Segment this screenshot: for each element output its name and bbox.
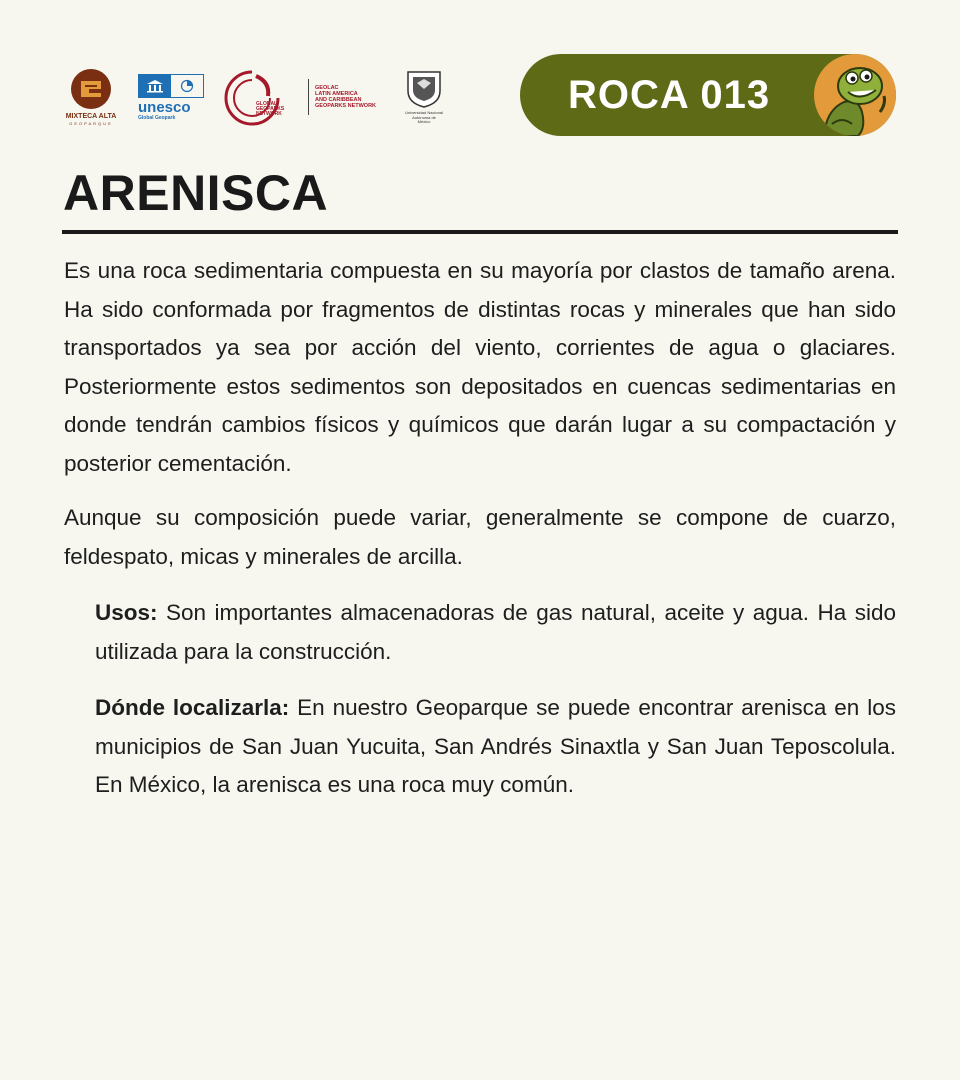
logo-divider: [308, 79, 309, 115]
ggn-geolac-logo: [222, 68, 376, 126]
geolac-text: GEOLAC LATIN AMERICA AND CARIBBEAN GEOPARKS NETWORK: [315, 85, 377, 109]
page-title: ARENISCA: [63, 165, 329, 221]
unesco-logo: [138, 74, 210, 121]
mixteca-glyph-icon: [70, 68, 112, 110]
globe-icon: [180, 79, 194, 93]
paragraph-description: Es una roca sedimentaria compuesta en su mayoría por clastos de tamaño arena. Ha sido conformada por fragmentos de distintas rocas y minerales que han sido transportados ya sea por acción del viento, corrientes de agua o glaciares. Posteriormente estos sedimentos son depositados en cuencas sedimentarias en donde tendrán cambios físicos y químicos que darán lugar a su compactación y posterior cementación.: [64, 258, 896, 476]
unam-logo: [402, 69, 446, 125]
unesco-sub: Global Geopark: [138, 114, 176, 121]
partner-logos: [60, 62, 446, 132]
ggn-swirl-icon: [222, 68, 285, 126]
usos-text: Son importantes almacenadoras de gas natural, aceite y agua. Ha sido utilizada para la construcción.: [95, 600, 896, 664]
turtle-mascot-icon: [814, 54, 896, 136]
mixteca-logo-name: MIXTECA ALTA: [65, 113, 117, 120]
description-body: [64, 252, 896, 805]
paragraph-composition: Aunque su composición puede variar, generalmente se compone de cuarzo, feldespato, micas y minerales de arcilla.: [64, 505, 896, 569]
unam-shield-icon: [405, 69, 443, 109]
donde-text: En nuestro Geoparque se puede encontrar arenisca en los municipios de San Juan Yucuita, San Andrés Sinaxtla y San Juan Teposcolula. En México, la arenisca es una roca muy común.: [95, 695, 896, 797]
mixteca-alta-logo: [60, 68, 122, 126]
donde-label: Dónde localizarla:: [95, 695, 290, 720]
usos-label: Usos:: [95, 600, 158, 625]
ggn-text: GLOBAL GEOPARKS NETWORK: [256, 101, 285, 117]
temple-icon: [146, 79, 164, 93]
rock-number-label: ROCA 013: [568, 73, 771, 117]
usos-section: [64, 594, 896, 671]
mixteca-logo-sub: GEOPARQUE: [69, 121, 113, 126]
rock-number-badge: [520, 54, 896, 136]
unam-caption: Universidad Nacional Autónoma de México: [405, 110, 443, 125]
donde-section: [64, 689, 896, 805]
title-divider: [62, 230, 898, 234]
unesco-word: unesco: [138, 98, 191, 116]
